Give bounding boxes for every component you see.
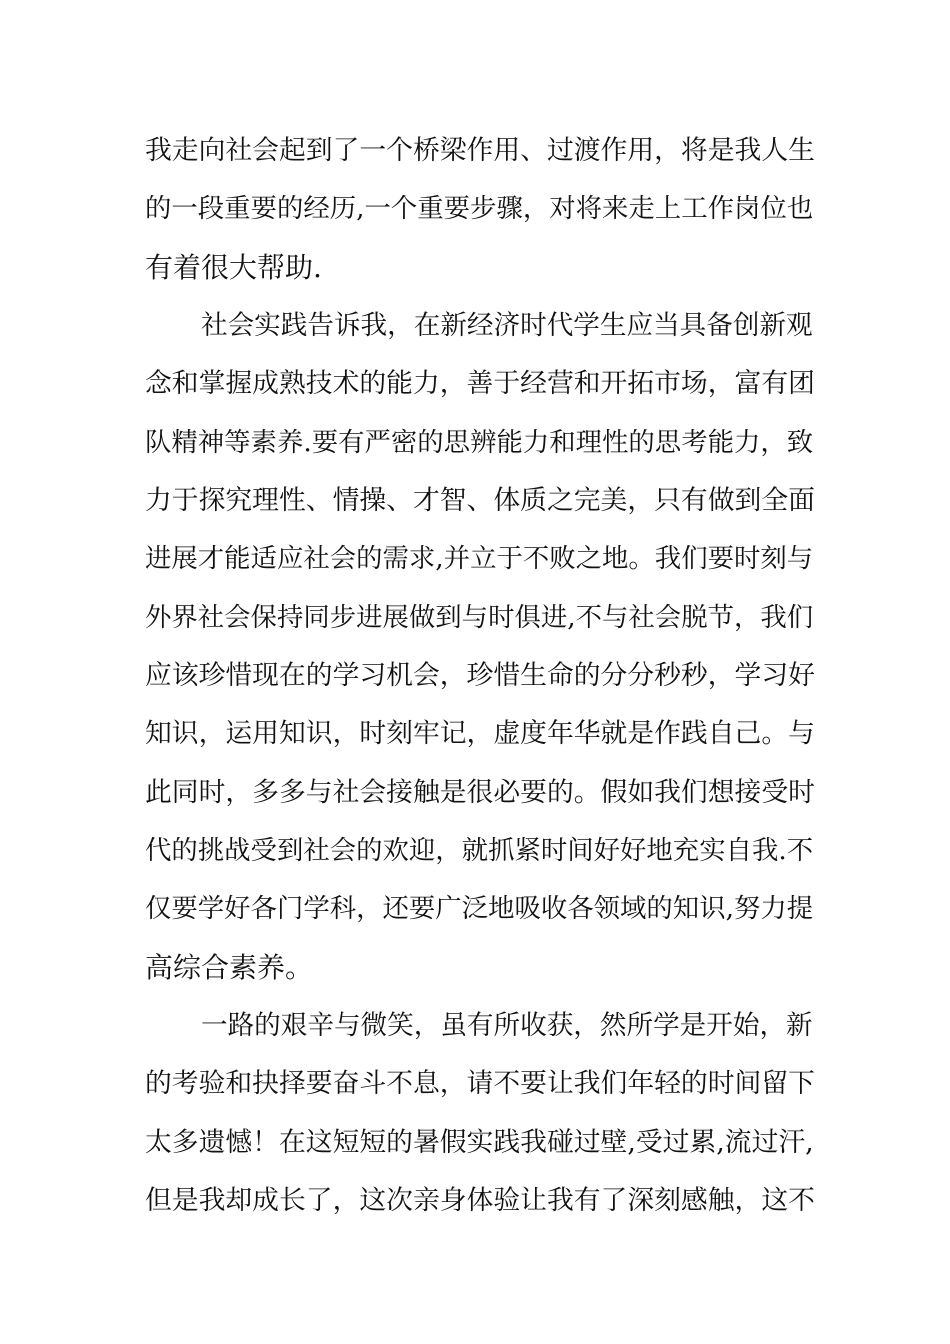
text-line: 太多遗憾！在这短短的暑假实践我碰过壁,受过累,流过汗, bbox=[145, 1127, 814, 1158]
text-line: 有着很大帮助. bbox=[145, 251, 322, 284]
text-line: 外界社会保持同步进展做到与时俱进,不与社会脱节，我们 bbox=[145, 602, 814, 633]
text-line: 知识，运用知识，时刻牢记，虚度年华就是作践自己。与 bbox=[145, 718, 815, 749]
text-line: 仅要学好各门学科，还要广泛地吸收各领域的知识,努力提 bbox=[145, 893, 814, 924]
text-line: 高综合素养。 bbox=[145, 951, 314, 984]
text-line: 此同时，多多与社会接触是很必要的。假如我们想接受时 bbox=[145, 777, 815, 808]
text-line: 进展才能适应社会的需求,并立于不败之地。我们要时刻与 bbox=[145, 543, 814, 574]
text-line: 我走向社会起到了一个桥梁作用、过渡作用，将是我人生 bbox=[145, 135, 815, 166]
paragraph-first-line: 社会实践告诉我，在新经济时代学生应当具备创新观 bbox=[201, 310, 813, 341]
text-line: 应该珍惜现在的学习机会，珍惜生命的分分秒秒，学习好 bbox=[145, 660, 815, 691]
text-line: 的一段重要的经历,一个重要步骤，对将来走上工作岗位也 bbox=[145, 193, 814, 224]
text-line: 队精神等素养.要有严密的思辨能力和理性的思考能力，致 bbox=[145, 427, 814, 458]
text-line: 代的挑战受到社会的欢迎，就抓紧时间好好地充实自我.不 bbox=[145, 835, 814, 866]
text-line: 的考验和抉择要奋斗不息，请不要让我们年轻的时间留下 bbox=[145, 1068, 815, 1099]
text-line: 力于探究理性、情操、才智、体质之完美，只有做到全面 bbox=[145, 485, 815, 516]
text-line: 念和掌握成熟技术的能力，善于经营和开拓市场，富有团 bbox=[145, 368, 815, 399]
paragraph-first-line: 一路的艰辛与微笑，虽有所收获，然所学是开始，新 bbox=[201, 1010, 813, 1041]
text-line: 但是我却成长了，这次亲身体验让我有了深刻感触，这不 bbox=[145, 1185, 815, 1216]
